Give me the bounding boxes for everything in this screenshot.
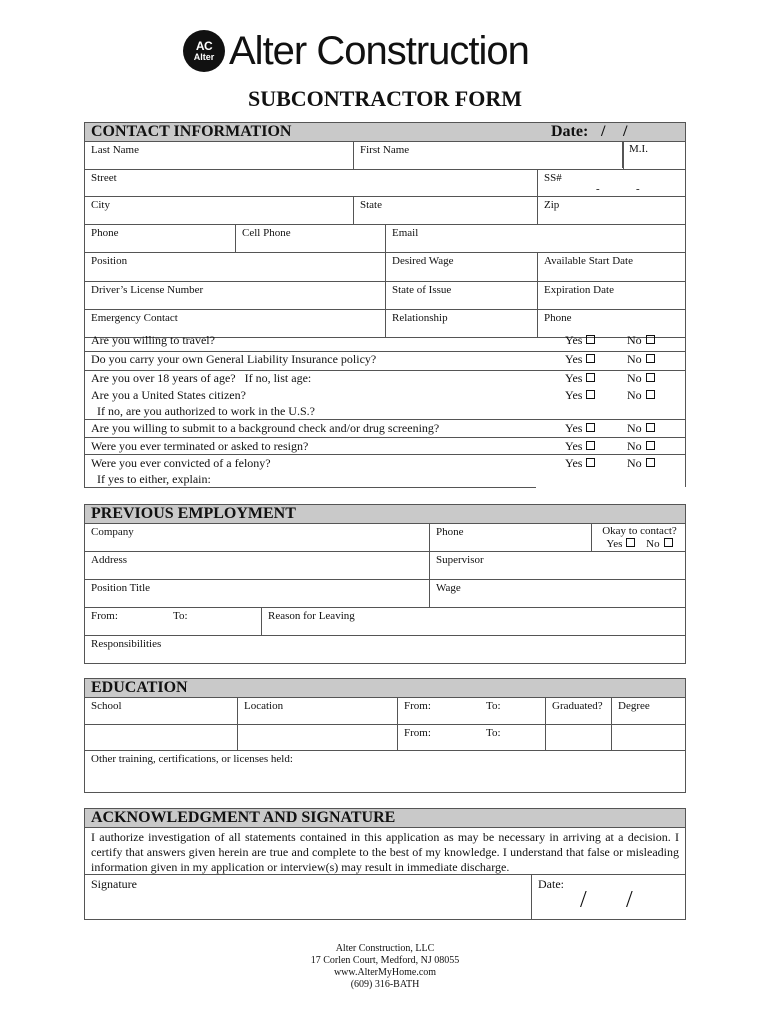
question-text: Are you willing to submit to a background check and/or drug screening?: [91, 421, 440, 435]
field-label: M.I.: [629, 143, 648, 155]
position-title-field[interactable]: [85, 580, 429, 607]
question-text: If yes to either, explain:: [97, 472, 211, 486]
option-label: No: [627, 388, 642, 402]
checkbox-icon[interactable]: [646, 354, 655, 363]
wage-field[interactable]: [429, 580, 685, 607]
field-label: Reason for Leaving: [268, 610, 355, 622]
question-terminated: [85, 438, 685, 455]
acknowledgment-section: [84, 808, 686, 920]
logo-text: Alter Construction: [229, 28, 529, 73]
okay-to-contact-field: [591, 524, 687, 551]
city-field[interactable]: [85, 197, 353, 224]
edu-dates-field[interactable]: [397, 698, 545, 724]
question-text: If no, are you authorized to work in the U.S.?: [97, 404, 315, 418]
field-label: Date:: [538, 877, 564, 891]
field-label: School: [91, 700, 122, 712]
field-label: Email: [392, 227, 419, 239]
field-label: Signature: [91, 877, 137, 891]
education-row-2: [85, 725, 685, 751]
divider-line: [84, 437, 686, 438]
license-row: [85, 282, 685, 310]
question-text: Are you over 18 years of age? If no, list age:: [91, 371, 312, 385]
no-checkbox[interactable]: [627, 387, 655, 404]
no-checkbox[interactable]: [627, 438, 655, 455]
responsibilities-row: [85, 636, 685, 663]
edu-dates-field-2[interactable]: [397, 725, 545, 750]
yes-checkbox[interactable]: [565, 370, 595, 387]
street-row: [85, 170, 685, 197]
no-checkbox[interactable]: [627, 420, 655, 437]
section-title: CONTACT INFORMATION: [91, 123, 292, 140]
name-row: [85, 142, 685, 170]
education-section: [84, 678, 686, 793]
question-text: Were you ever convicted of a felony?: [91, 456, 271, 470]
employment-section: [84, 504, 686, 664]
field-label: Other training, certifications, or licenses held:: [91, 753, 293, 765]
option-label: Yes: [565, 352, 583, 366]
state-field[interactable]: [353, 197, 537, 224]
field-label: City: [91, 199, 110, 211]
field-label: From:: [404, 727, 431, 739]
field-label: Degree: [618, 700, 650, 712]
checkbox-icon[interactable]: [586, 423, 595, 432]
address-field[interactable]: [85, 552, 429, 579]
question-travel: [85, 332, 685, 349]
acknowledgment-text: I authorize investigation of all statements contained in this application as may be necessary in arriving at a decision. I certify that answers given herein are true and complete to the best of my knowledge. I understand that false or misleading information given in my application or interview(s) may result in immediate discharge.: [91, 830, 679, 874]
question-text: Were you ever terminated or asked to resign?: [91, 439, 309, 453]
field-label: Location: [244, 700, 284, 712]
field-label: Position Title: [91, 582, 151, 594]
yes-checkbox[interactable]: [565, 387, 595, 404]
position-title-row: [85, 580, 685, 608]
field-label: Phone: [436, 526, 464, 538]
yes-checkbox[interactable]: [565, 332, 595, 349]
cell-phone-field[interactable]: [235, 225, 385, 252]
degree-field[interactable]: [611, 698, 685, 724]
city-row: [85, 197, 685, 225]
section-title: PREVIOUS EMPLOYMENT: [91, 505, 296, 522]
option-label: No: [627, 371, 642, 385]
yes-checkbox[interactable]: [606, 538, 635, 550]
yes-checkbox[interactable]: [565, 455, 595, 472]
section-title: EDUCATION: [91, 679, 188, 696]
field-label: State: [360, 199, 382, 211]
education-row-1: [85, 698, 685, 725]
field-label: Available Start Date: [544, 255, 633, 267]
field-label: Street: [91, 172, 117, 184]
option-label: No: [646, 538, 660, 550]
field-label: To:: [486, 700, 501, 712]
field-label: From:: [91, 610, 118, 622]
checkbox-icon[interactable]: [586, 373, 595, 382]
field-label: Company: [91, 526, 134, 538]
graduated-field[interactable]: [545, 698, 611, 724]
form-title: SUBCONTRACTOR FORM: [247, 86, 522, 111]
checkbox-icon[interactable]: [646, 335, 655, 344]
dates-row: [85, 608, 685, 636]
question-text: Are you willing to travel?: [91, 333, 215, 347]
company-row: [85, 524, 685, 552]
company-logo: [183, 27, 529, 75]
field-label: Supervisor: [436, 554, 484, 566]
date-label: Date:: [551, 123, 589, 140]
supervisor-field[interactable]: [429, 552, 685, 579]
footer-address: 17 Corlen Court, Medford, NJ 08055: [310, 955, 460, 966]
field-label: To:: [486, 727, 501, 739]
field-label: Phone: [91, 227, 119, 239]
ss-dash: -: [636, 183, 640, 195]
checkbox-icon[interactable]: [646, 458, 655, 467]
date-slash: /: [626, 887, 633, 913]
desired-wage-field[interactable]: [385, 253, 537, 281]
field-label: Expiration Date: [544, 284, 614, 296]
checkbox-icon[interactable]: [586, 458, 595, 467]
reason-for-leaving-field[interactable]: [261, 608, 685, 635]
question-citizen: [85, 387, 685, 404]
question-text: Do you carry your own General Liability Insurance policy?: [91, 352, 377, 366]
checkbox-icon[interactable]: [646, 373, 655, 382]
expiration-field[interactable]: [537, 282, 685, 309]
no-checkbox[interactable]: [627, 370, 655, 387]
checkbox-icon[interactable]: [586, 441, 595, 450]
option-label: Yes: [565, 421, 583, 435]
option-label: Yes: [565, 333, 583, 347]
checkbox-icon[interactable]: [586, 354, 595, 363]
signature-date-field[interactable]: [531, 875, 685, 919]
questions-block: [84, 332, 686, 487]
zip-field[interactable]: [537, 197, 685, 224]
school-field[interactable]: [85, 698, 237, 724]
option-label: No: [627, 439, 642, 453]
field-label: Phone: [544, 312, 572, 324]
field-label: Address: [91, 554, 128, 566]
footer-phone: (609) 316-BATH: [350, 979, 420, 990]
no-checkbox[interactable]: [646, 538, 672, 550]
question-explain: [85, 472, 685, 487]
field-label: Driver’s License Number: [91, 284, 204, 296]
other-training-field[interactable]: [85, 751, 685, 792]
other-training-row: [85, 751, 685, 792]
address-row: [85, 552, 685, 580]
section-header: [85, 505, 685, 524]
checkbox-icon[interactable]: [646, 390, 655, 399]
field-label: Responsibilities: [91, 638, 162, 650]
question-authorized: [85, 404, 685, 419]
from-to-field[interactable]: [85, 608, 261, 635]
email-field[interactable]: [385, 225, 685, 252]
option-label: Yes: [565, 456, 583, 470]
checkbox-icon[interactable]: [646, 423, 655, 432]
checkbox-icon[interactable]: [586, 390, 595, 399]
question-text: Are you a United States citizen?: [91, 388, 246, 402]
first-name-field[interactable]: [353, 142, 623, 169]
date-slash: /: [580, 887, 587, 913]
divider-line: [84, 351, 686, 352]
license-field[interactable]: [85, 282, 385, 309]
ss-dash: -: [596, 183, 600, 195]
mi-label: [622, 141, 686, 168]
checkbox-icon[interactable]: [626, 538, 635, 547]
option-label: No: [627, 421, 642, 435]
field-label: To:: [173, 610, 188, 622]
yes-checkbox[interactable]: [565, 420, 595, 437]
field-label: Emergency Contact: [91, 312, 178, 324]
field-label: Last Name: [91, 144, 139, 156]
footer-website[interactable]: www.AlterMyHome.com: [333, 967, 437, 978]
question-insurance: [85, 351, 685, 368]
location-field[interactable]: [237, 698, 397, 724]
yes-checkbox[interactable]: [565, 351, 595, 368]
option-label: Yes: [565, 388, 583, 402]
field-label: Okay to contact?: [602, 525, 677, 537]
question-background: [85, 420, 685, 437]
question-felony: [85, 455, 685, 472]
question-age: [85, 370, 685, 387]
signature-row: [85, 875, 685, 919]
degree-field-2[interactable]: [611, 725, 685, 750]
field-label: Desired Wage: [392, 255, 454, 267]
option-label: Yes: [606, 538, 623, 550]
checkbox-icon[interactable]: [664, 538, 673, 547]
ack-text-row: [85, 828, 685, 875]
field-label: Position: [91, 255, 128, 267]
section-header: [85, 809, 685, 828]
position-field[interactable]: [85, 253, 385, 281]
field-label: Graduated?: [552, 700, 603, 712]
phone-row: [85, 225, 685, 253]
checkbox-icon[interactable]: [646, 441, 655, 450]
employer-phone-field[interactable]: [429, 524, 591, 551]
date-slash: /: [601, 123, 606, 140]
logo-badge-top: AC: [195, 39, 213, 53]
divider-line: [84, 370, 686, 371]
yes-checkbox[interactable]: [565, 438, 595, 455]
signature-field[interactable]: [85, 875, 531, 919]
field-label: Zip: [544, 199, 560, 211]
school-field-2[interactable]: [85, 725, 237, 750]
divider-line: [84, 487, 536, 488]
checkbox-icon[interactable]: [586, 335, 595, 344]
option-label: No: [627, 352, 642, 366]
section-header: [85, 679, 685, 698]
field-label: Wage: [436, 582, 461, 594]
available-start-field[interactable]: [537, 253, 685, 281]
graduated-field-2[interactable]: [545, 725, 611, 750]
responsibilities-field[interactable]: [85, 636, 685, 663]
footer-company: Alter Construction, LLC: [335, 943, 435, 954]
field-label: Relationship: [392, 312, 448, 324]
field-label: State of Issue: [392, 284, 452, 296]
company-field[interactable]: [85, 524, 429, 551]
no-checkbox[interactable]: [627, 455, 655, 472]
street-field[interactable]: [85, 170, 537, 196]
field-label: SS#: [544, 172, 562, 184]
section-header: [85, 123, 685, 142]
divider-line: [84, 419, 686, 420]
option-label: Yes: [565, 371, 583, 385]
contact-section: [84, 122, 686, 338]
section-title: ACKNOWLEDGMENT AND SIGNATURE: [91, 809, 396, 826]
ss-field[interactable]: [537, 170, 685, 196]
no-checkbox[interactable]: [627, 332, 655, 349]
field-label: Cell Phone: [242, 227, 291, 239]
location-field-2[interactable]: [237, 725, 397, 750]
logo-badge-bottom: Alter: [193, 52, 215, 62]
phone-field[interactable]: [85, 225, 235, 252]
no-checkbox[interactable]: [627, 351, 655, 368]
date-slash: /: [623, 123, 628, 140]
logo-badge: [183, 30, 225, 72]
field-label: From:: [404, 700, 431, 712]
option-label: Yes: [565, 439, 583, 453]
footer: [0, 943, 770, 991]
position-row: [85, 253, 685, 282]
option-label: No: [627, 456, 642, 470]
option-label: No: [627, 333, 642, 347]
last-name-field[interactable]: [85, 142, 353, 169]
state-issue-field[interactable]: [385, 282, 537, 309]
divider-line: [84, 454, 686, 455]
field-label: First Name: [360, 144, 410, 156]
